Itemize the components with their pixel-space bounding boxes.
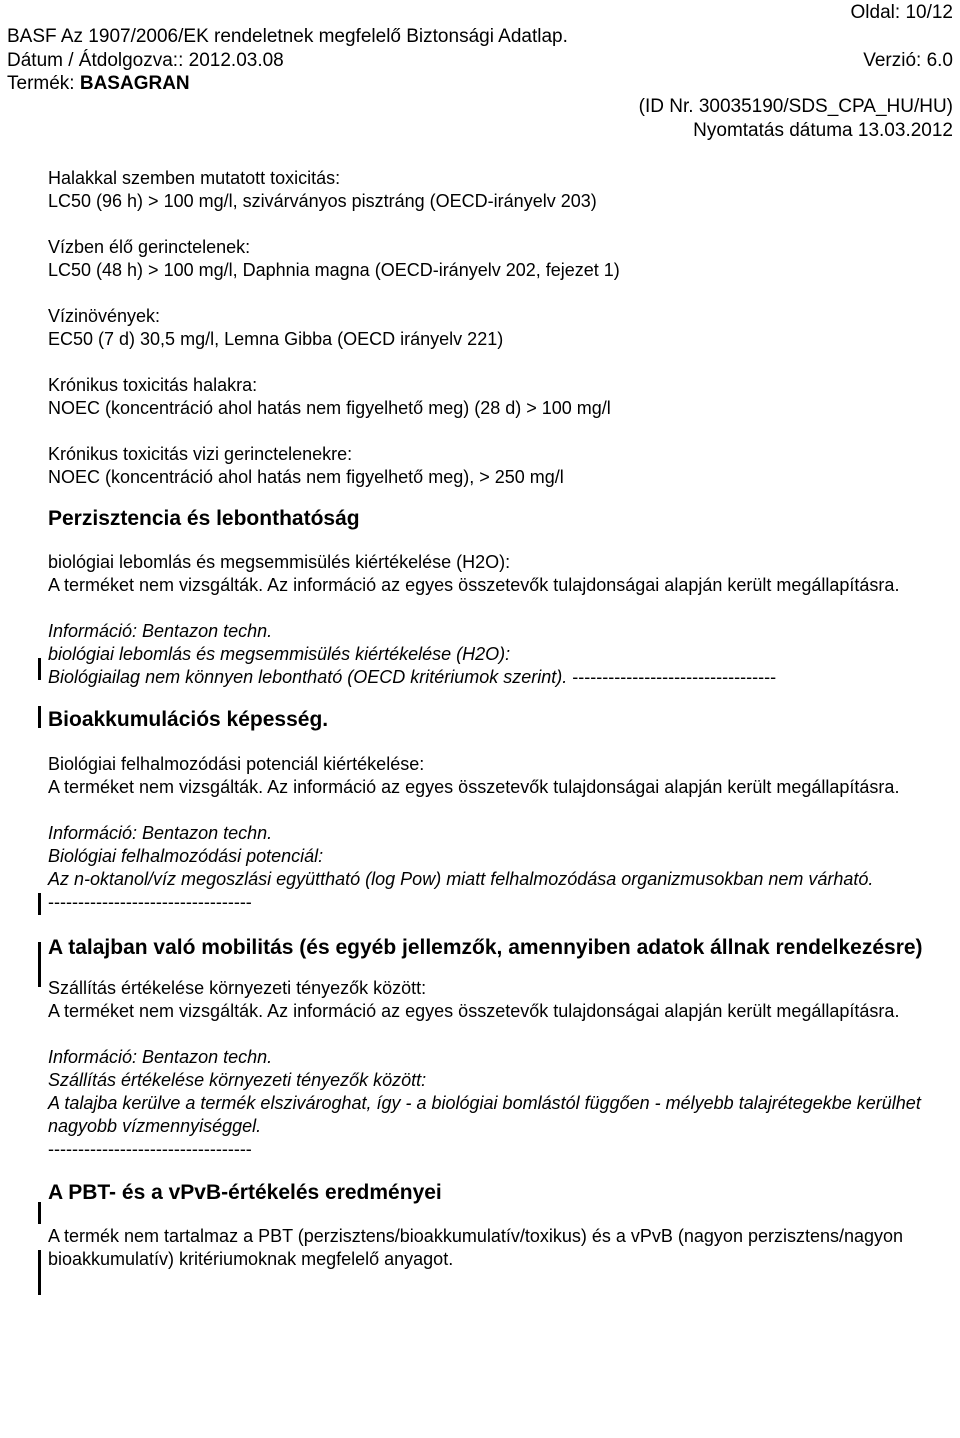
change-bar [38,706,41,728]
invertebrate-toxicity-value: LC50 (48 h) > 100 mg/l, Daphnia magna (OECD-irányelv 202, fejezet 1) [48,260,620,280]
fish-toxicity-value: LC50 (96 h) > 100 mg/l, szivárványos pisztráng (OECD-irányelv 203) [48,191,597,211]
mobility-info-label: Szállítás értékelése környezeti tényezők között: [48,1070,427,1090]
separator: ---------------------------------- [48,892,252,912]
persistence-info-text: Biológiailag nem könnyen lebontható (OECD kritériumok szerint). [48,667,568,687]
document-body [48,167,928,1271]
mobility-label: Szállítás értékelése környezeti tényezők között: [48,978,427,998]
persistence-info-line [48,666,928,689]
print-date: Nyomtatás dátuma 13.03.2012 [693,120,953,141]
section-heading-persistence: Perzisztencia és lebonthatóság [48,507,360,530]
chronic-invertebrate-title: Krónikus toxicitás vizi gerinctelenekre: [48,444,353,464]
persistence-info-label: biológiai lebomlás és megsemmisülés kiértékelése (H2O): [48,644,511,664]
page-number: Oldal: 10/12 [850,2,953,23]
section-heading-mobility: A talajban való mobilitás (és egyéb jellemzők, amennyiben adatok állnak rendelkezésre) [48,936,923,959]
separator: ---------------------------------- [572,667,777,687]
chronic-invertebrate-value: NOEC (koncentráció ahol hatás nem figyelhető meg), > 250 mg/l [48,467,564,487]
pbt-text: A termék nem tartalmaz a PBT (perzisztens/bioakkumulatív/toxikus) és a vPvB (nagyon perzisztens/nagyon bioakkumulatív) kritériumoknak megfelelő anyagot. [48,1226,909,1269]
fish-toxicity-title: Halakkal szemben mutatott toxicitás: [48,168,341,188]
change-bar [38,942,41,987]
persistence-label: biológiai lebomlás és megsemmisülés kiértékelése (H2O): [48,552,511,572]
mobility-info: Információ: Bentazon techn. [48,1047,273,1067]
plants-toxicity-title: Vízinövények: [48,306,161,326]
id-number: (ID Nr. 30035190/SDS_CPA_HU/HU) [638,96,953,117]
bioaccumulation-info-text: Az n-oktanol/víz megoszlási együttható (log Pow) miatt felhalmozódása organizmusokban nem várható. [48,869,874,889]
change-bar [38,658,41,680]
product-label: Termék: [7,73,80,94]
separator: ---------------------------------- [48,1139,252,1159]
persistence-text: A terméket nem vizsgálták. Az információ az egyes összetevők tulajdonságai alapján került megállapításra. [48,575,900,595]
bioaccumulation-info-label: Biológiai felhalmozódási potenciál: [48,846,324,866]
chronic-fish-value: NOEC (koncentráció ahol hatás nem figyelhető meg) (28 d) > 100 mg/l [48,398,611,418]
plants-toxicity-value: EC50 (7 d) 30,5 mg/l, Lemna Gibba (OECD irányelv 221) [48,329,504,349]
section-heading-pbt: A PBT- és a vPvB-értékelés eredményei [48,1181,442,1204]
product-name: BASAGRAN [79,73,190,94]
mobility-text: A terméket nem vizsgálták. Az információ az egyes összetevők tulajdonságai alapján került megállapításra. [48,1001,900,1021]
revision-date: Dátum / Átdolgozva:: 2012.03.08 [7,50,284,71]
persistence-info: Információ: Bentazon techn. [48,621,273,641]
invertebrate-toxicity-title: Vízben élő gerinctelenek: [48,237,251,257]
bioaccumulation-info: Információ: Bentazon techn. [48,823,273,843]
product-line [7,73,190,95]
bioaccumulation-label: Biológiai felhalmozódási potenciál kiértékelése: [48,754,425,774]
bioaccumulation-text: A terméket nem vizsgálták. Az információ az egyes összetevők tulajdonságai alapján került megállapításra. [48,777,900,797]
document-title: BASF Az 1907/2006/EK rendeletnek megfelelő Biztonsági Adatlap. [7,26,568,47]
section-heading-bioaccumulation: Bioakkumulációs képesség. [48,708,329,731]
change-bar [38,1250,41,1295]
chronic-fish-title: Krónikus toxicitás halakra: [48,375,258,395]
change-bar [38,1202,41,1224]
change-bar [38,893,41,915]
mobility-info-text: A talajba kerülve a termék elszivároghat, így - a biológiai bomlástól függően - mélyebb talajrétegekbe kerülhet nagyobb vízmennyiséggel. [48,1093,926,1136]
version-label: Verzió: 6.0 [863,50,953,71]
